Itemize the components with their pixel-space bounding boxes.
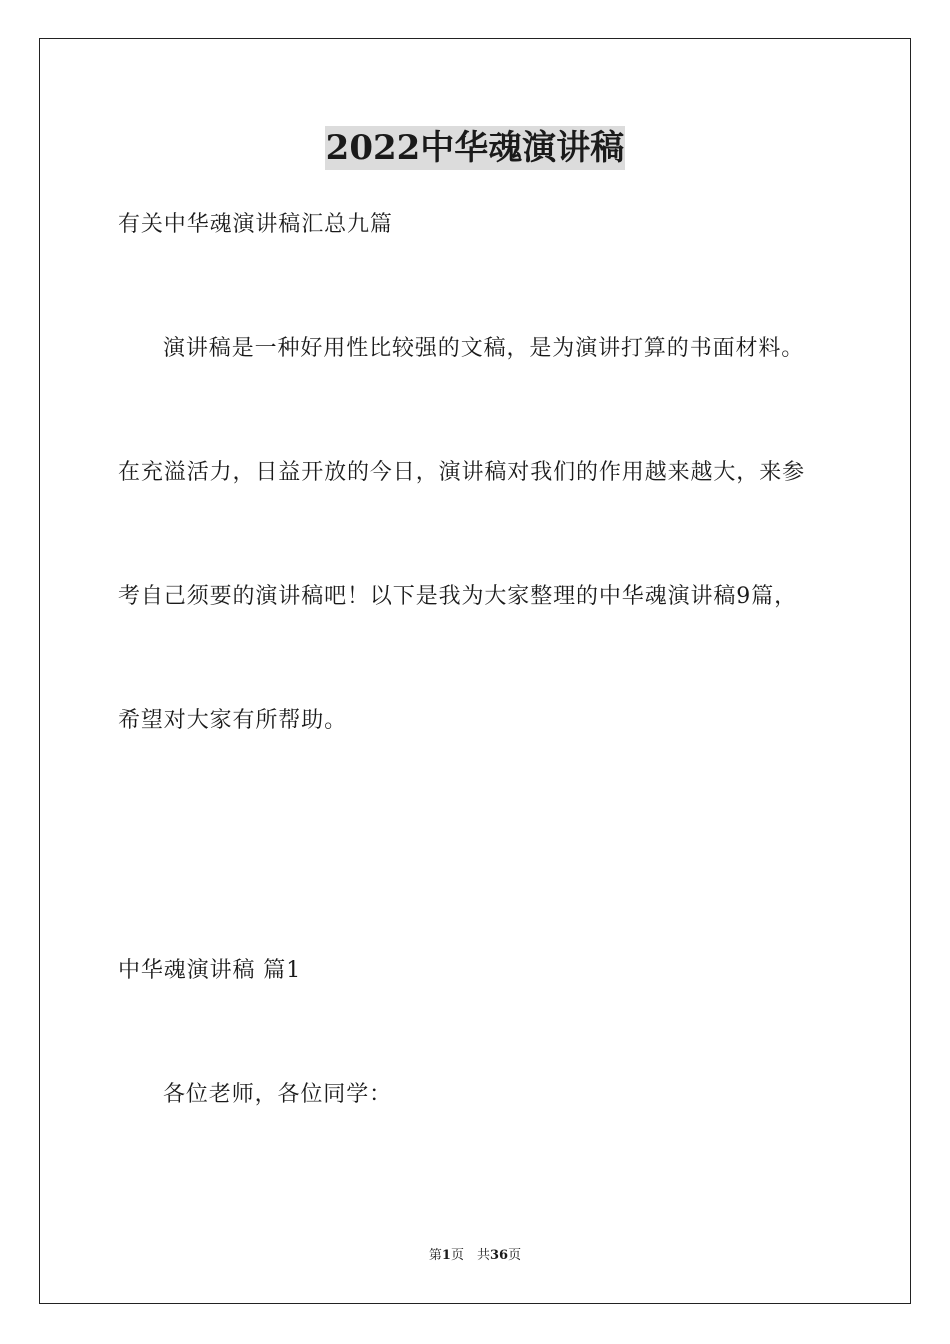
intro-line-3: 考自己须要的演讲稿吧！以下是我为大家整理的中华魂演讲稿9篇， (118, 584, 797, 609)
footer-prefix: 第 (428, 1248, 442, 1263)
greeting-line: 各位老师，各位同学： (163, 1082, 393, 1107)
footer-page-number: 1 (441, 1248, 451, 1263)
intro-line-1: 演讲稿是一种好用性比较强的文稿，是为演讲打算的书面材料。 (163, 336, 805, 361)
footer-suffix: 页 (508, 1248, 522, 1263)
intro-line-4: 希望对大家有所帮助。 (118, 708, 348, 733)
footer-total-pages: 36 (489, 1248, 509, 1263)
page-footer (0, 1247, 950, 1265)
document-title: 2022中华魂演讲稿 (325, 128, 625, 168)
document-subtitle: 有关中华魂演讲稿汇总九篇 (118, 212, 393, 237)
intro-line-2: 在充溢活力，日益开放的今日，演讲稿对我们的作用越来越大，来参 (118, 460, 806, 485)
section-heading: 中华魂演讲稿 篇1 (118, 958, 302, 983)
footer-mid: 页 共 (450, 1248, 490, 1263)
title-container (0, 126, 950, 170)
